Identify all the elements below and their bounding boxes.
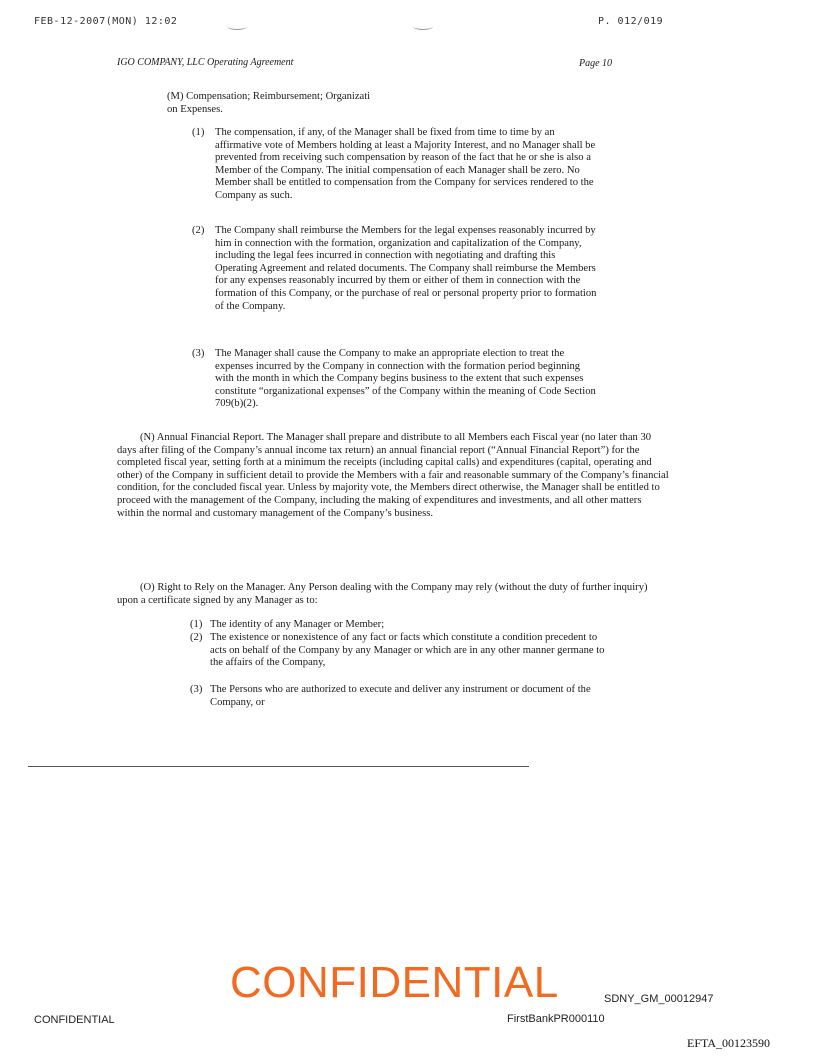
item-text: The Persons who are authorized to execute and deliver any instrument or document of the Company, or: [210, 684, 591, 708]
item-number: (1): [190, 619, 203, 630]
section-m-heading: [167, 91, 527, 116]
confidential-label: CONFIDENTIAL: [34, 1014, 115, 1026]
section-o-item-1: [190, 619, 610, 632]
section-m-item-3: [192, 348, 600, 411]
item-number: (3): [192, 348, 205, 359]
efta-number: EFTA_00123590: [687, 1036, 771, 1050]
bates-number-firstbank: FirstBankPR000110: [507, 1013, 605, 1025]
item-number: (1): [192, 127, 205, 138]
fax-timestamp: FEB-12-2007(MON) 12:02: [34, 16, 178, 27]
bates-number-sdny: SDNY_GM_00012947: [604, 993, 714, 1005]
item-number: (2): [192, 225, 205, 236]
section-o-paragraph: (O) Right to Rely on the Manager. Any Person dealing with the Company may rely (without the duty of further inquiry) upon a certificate signed by any Manager as to:: [117, 582, 648, 606]
item-number: (3): [190, 684, 203, 695]
confidential-stamp: CONFIDENTIAL: [230, 958, 559, 1007]
section-o-item-2: [190, 632, 610, 670]
section-m-heading-line2: on Expenses.: [167, 103, 223, 115]
scan-artifact: [413, 23, 433, 30]
scan-artifact: [227, 23, 247, 30]
section-m-item-1: [192, 127, 600, 203]
item-text: The identity of any Manager or Member;: [210, 619, 385, 630]
document-title: IGO COMPANY, LLC Operating Agreement: [117, 57, 294, 68]
item-number: (2): [190, 632, 203, 643]
page-number: Page 10: [579, 58, 613, 69]
footnote-divider: [28, 766, 529, 767]
item-text: The existence or nonexistence of any fact or facts which constitute a condition precedent to acts on behalf of the Company by any Manager or which are in any other manner germane to the affairs of the Company,: [210, 632, 605, 669]
fax-page-number: P. 012/019: [598, 16, 664, 27]
item-text: The compensation, if any, of the Manager shall be fixed from time to time by an affirmative vote of Members holding at least a Majority Interest, and no Manager shall be prevented from receiving such compensation by reason of the fact that he or she is also a Member of the Company. The initial compensation of each Manager shall be zero. No Member shall be entitled to compensation from the Company for services rendered to the Company as such.: [215, 127, 596, 201]
section-o-item-3: [190, 684, 610, 709]
section-n-paragraph: (N) Annual Financial Report. The Manager shall prepare and distribute to all Members each Fiscal year (no later than 30 days after filing of the Company’s annual income tax return) an annual financial report (“Annual Financial Report”) for the completed fiscal year, setting forth at a minimum the receipts (including capital calls) and expenditures (capital, operating and other) of the Company in sufficient detail to provide the Members with a fair and reasonable summary of the Company’s financial condition, for the concluded fiscal year. Unless by majority vote, the Members direct otherwise, the Manager shall be entitled to proceed with the management of the Company, including the making of expenditures and investments, and all other matters within the normal and customary management of the Company’s business.: [117, 432, 669, 519]
item-text: The Company shall reimburse the Members for the legal expenses reasonably incurred by him in connection with the formation, organization and capitalization of the Company, including the legal fees incurred in connection with negotiating and drafting this Operating Agreement and related documents. The Company shall reimburse the Members for any expenses reasonably incurred by them or either of them in connection with the formation of this Company, or the purchase of real or personal property prior to formation of the Company.: [215, 225, 597, 312]
section-m-heading-line1: (M) Compensation; Reimbursement; Organizati: [167, 91, 371, 102]
item-text: The Manager shall cause the Company to make an appropriate election to treat the expenses incurred by the Company in connection with the formation period beginning with the month in which the Company begins business to the extent that such expenses constitute “organizational expenses” of the Company within the meaning of Code Section 709(b)(2).: [215, 348, 596, 410]
section-m-item-2: [192, 225, 600, 313]
